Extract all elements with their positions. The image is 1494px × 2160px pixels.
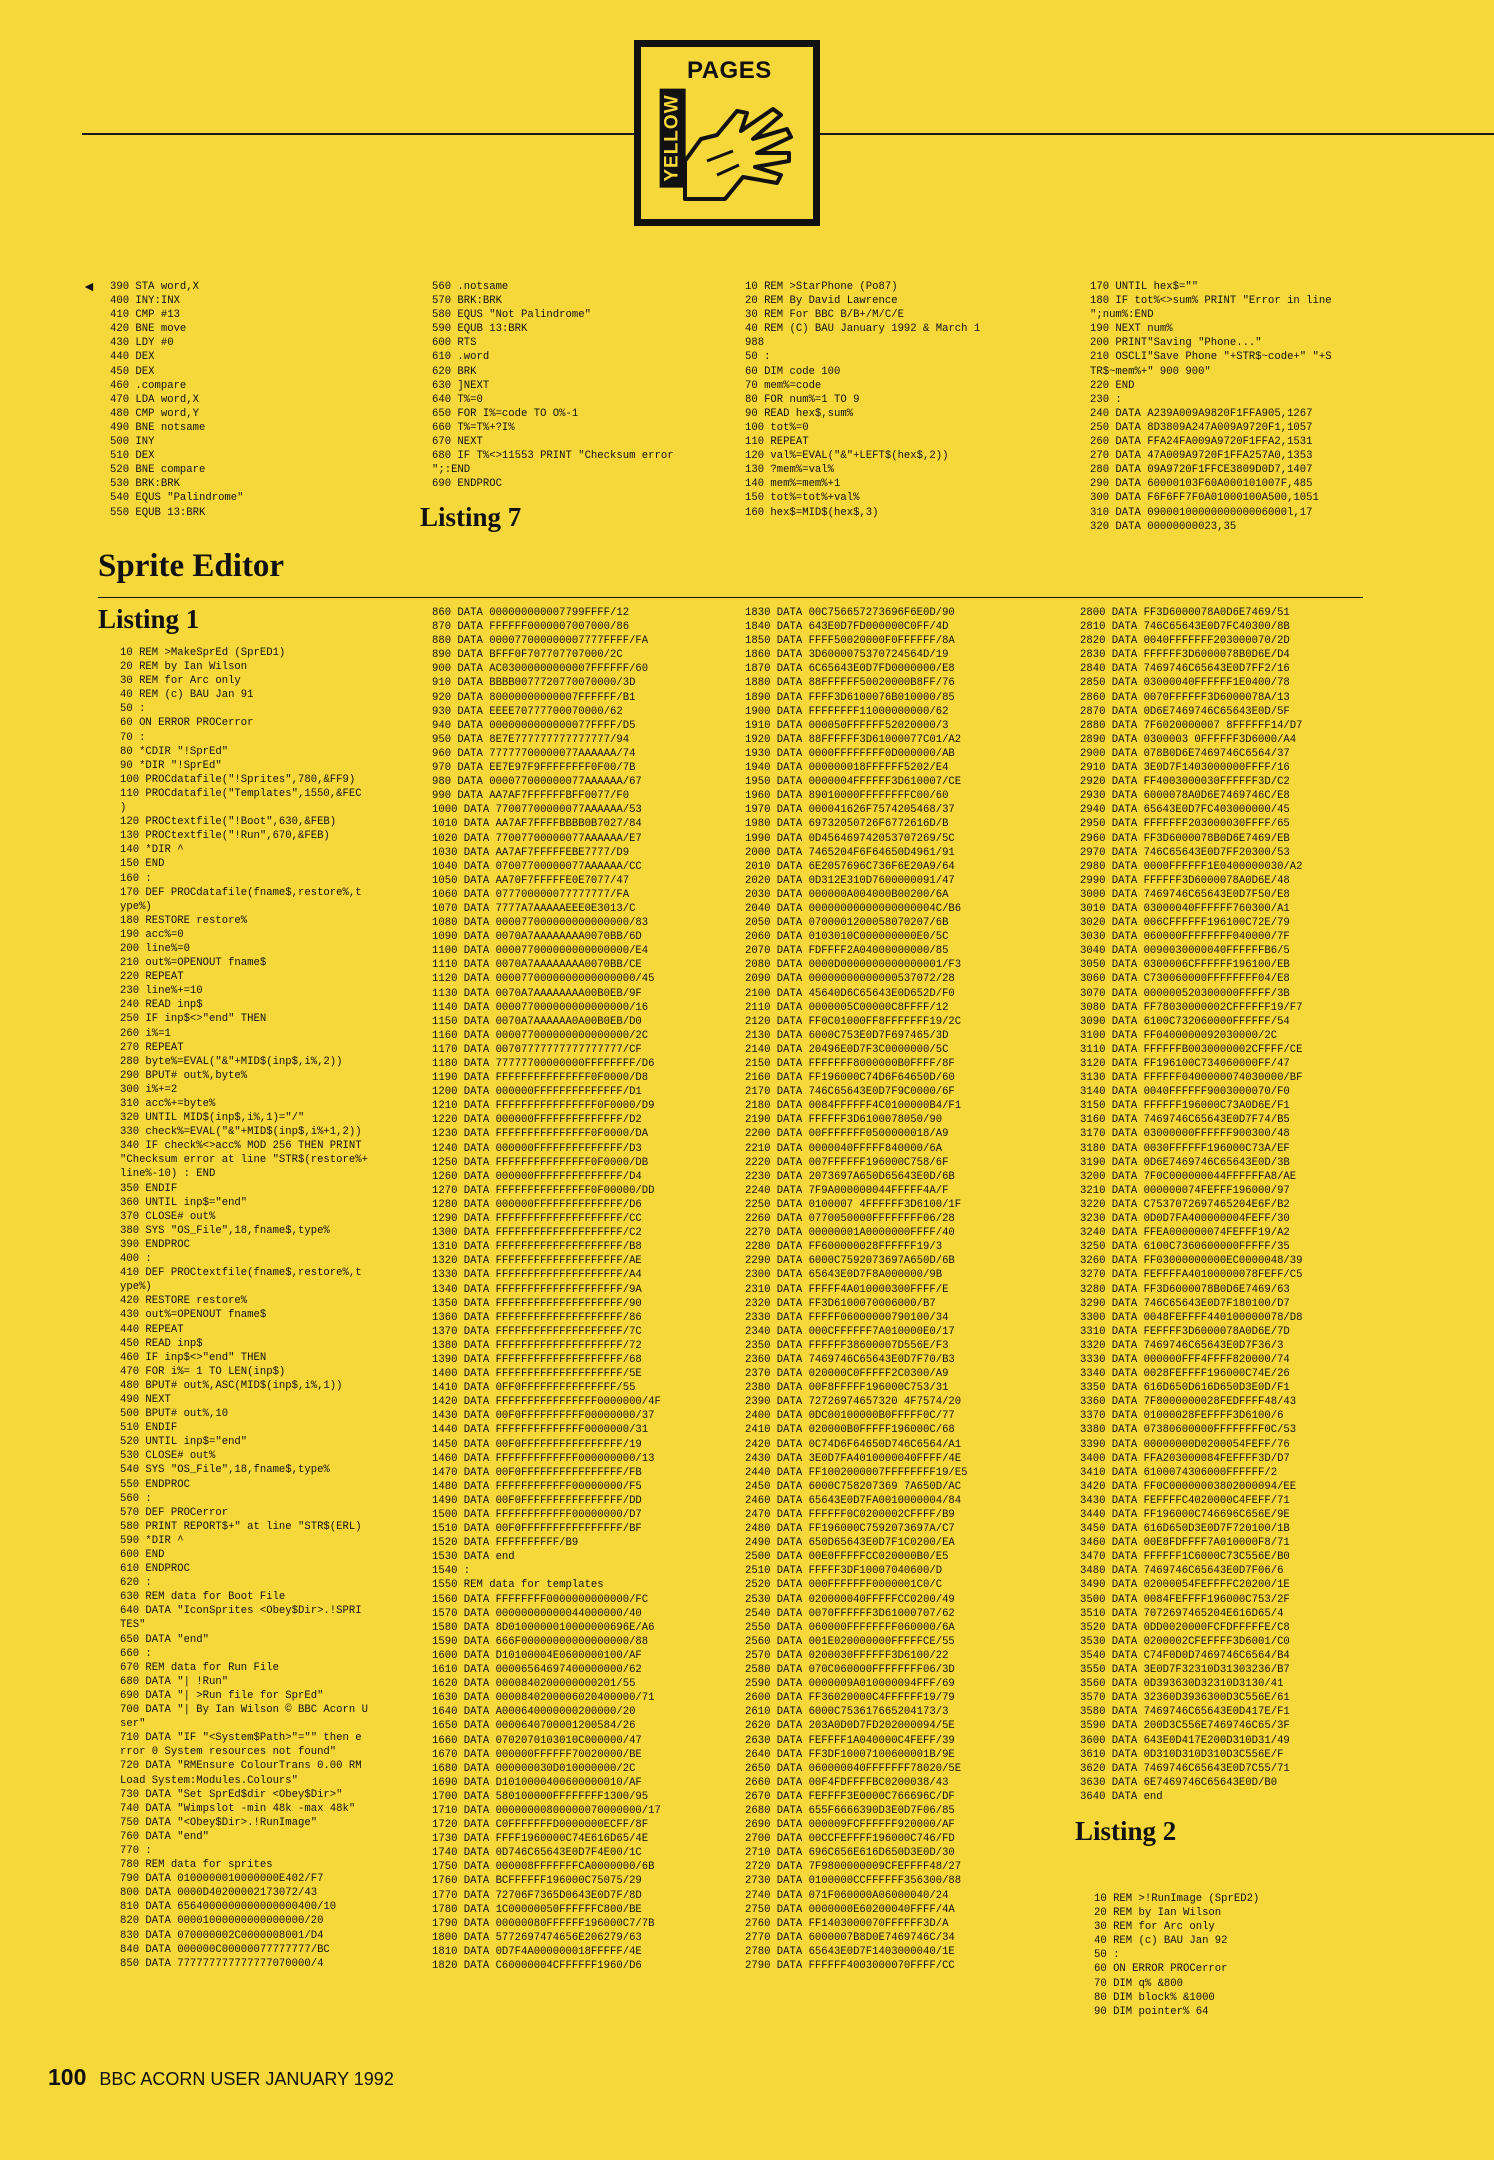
yellow-pages-logo [634,40,820,226]
listing-1-code-column-4: 2800 DATA FF3D6000078A0D6E7469/51 2810 DATA 746C65643E0D7FC40300/8B 2820 DATA 0040FFFFFFF203000070/2D 2830 DATA FFFFFF3D6000078B0D6E/D4 2840 DATA 7469746C65643E0D7FF2/16 2850 DATA 03000040FFFFFF1E0400/78 2860 DATA 0070FFFFFF3D6000078A/13 2870 DATA 0D6E7469746C65643E0D/5F 2880 DATA 7F6020000007 8FFFFFF14/D7 2890 DATA 0300003 0FFFFFF3D6000/A4 2900 DATA 078B0D6E7469746C6564/37 2910 DATA 3E0D7F1403000000FFFF/16 2920 DATA FF4003000030FFFFFF3D/C2 2930 DATA 6000078A0D6E7469746C/E8 2940 DATA 65643E0D7FC403000000/45 2950 DATA FFFFFFF203000030FFFF/65 2960 DATA FF3D6000078B0D6E7469/EB 2970 DATA 746C65643E0D7FF20300/53 2980 DATA 0000FFFFFF1E0400000030/A2 2990 DATA FFFFFF3D6000078A0D6E/48 3000 DATA 7469746C65643E0D7F50/E8 3010 DATA 03000040FFFFFF760300/A1 3020 DATA 006CFFFFFF196100C72E/79 3030 DATA 060000FFFFFFFF040000/7F 3040 DATA 0090030000040FFFFFFB6/5 3050 DATA 0300006CFFFFFF196100/EB 3060 DATA C730060000FFFFFFFF04/E8 3070 DATA 000000520300000FFFFF/3B 3080 DATA FF78030000002CFFFFFF19/F7 3090 DATA 6100C732060000FFFFFF/54 3100 DATA FF0400000092030000/2C 3110 DATA FFFFFFB0030000002CFFFF/CE 3120 DATA FF196100C734060000FF/47 3130 DATA FFFFFF0400000074030000/BF 3140 DATA 0040FFFFFF9003000070/F0 3150 DATA FFFFFF196000C73A0D6E/F1 3160 DATA 7469746C65643E0D7F74/B5 3170 DATA 03000000FFFFFF900300/48 3180 DATA 0030FFFFFF196000C73A/EF 3190 DATA 0D6E7469746C65643E0D/3B 3200 DATA 7F0C000000044FFFFFFA8/AE 3210 DATA 000000074FEFFF196000/97 3220 DATA C7537072697465204E6F/B2 3230 DATA 0D0D7FA400000004FEFF/30 3240 DATA FFEA000000074FEFFF19/A2 3250 DATA 6100C7360600000FFFFF/35 3260 DATA FF03000000000EC0000048/39 3270 DATA FEFFFFA40100000078FEFF/C5 3280 DATA FF3D6000078B0D6E7469/63 3290 DATA 746C65643E0D7F180100/D7 3300 DATA 0048FEFFFF440100000078/D8 3310 DATA FEFFFF3D6000078A0D6E/7D 3320 DATA 7469746C65643E0D7F36/3 3330 DATA 000000FFF4FFFF820000/74 3340 DATA 0028FEFFFF196000C74E/26 3350 DATA 616D650D616D650D3E0D/F1 3360 DATA 7F8000000028FEDFFFF48/43 3370 DATA 01000028FEFFFF3D6100/6 3380 DATA 07380600000FFFFFFFF0C/53 3390 DATA 00000000D0200054FEFF/76 3400 DATA FFA203000084FEFFFF3D/D7 3410 DATA 6100074306000FFFFFF/2 3420 DATA FF0C00000003802000094/EE 3430 DATA FEFFFFC4020000C4FEFF/71 3440 DATA FF196000C746696C656E/9E 3450 DATA 616D650D3E0D7F720100/1B 3460 DATA 00E8FDFFFF7A010000F8/71 3470 DATA FFFFFF1C6000C73C556E/B0 3480 DATA 7469746C65643E0D7F06/6 3490 DATA 02000054FEFFFFC20200/1E 3500 DATA 0084FEFFFF196000C753/2F 3510 DATA 7072697465204E616D65/4 3520 DATA 0DD0020000FCFDFFFFFE/C8 3530 DATA 0200002CFEFFFF3D6001/C0 3540 DATA C74F0D0D7469746C6564/B4 3550 DATA 3E0D7F32310D31303236/B7 3560 DATA 0D393630D32310D3130/41 3570 DATA 32360D3936300D3C556E/61 3580 DATA 7469746C65643E0D417E/F1 3590 DATA 200D3C556E7469746C65/3F 3600 DATA 643E0D417E200D310D31/49 3610 DATA 0D310D310D310D3C556E/F 3620 DATA 7469746C65643E0D7C55/71 3630 DATA 6E7469746C65643E0D/B0 3640 DATA end [1080,607,1303,1803]
listing-1-code-column-2: 860 DATA 000000000007799FFFF/12 870 DATA FFFFFF0000007007000/86 880 DATA 000077000000007777FFFF/FA 890 DATA BFFF0F707707707000/2C 900 DATA AC03000000000007FFFFFF/60 910 DATA BBBB0077720770070000/3D 920 DATA 80000000000007FFFFFF/B1 930 DATA EEEE70777700070000/62 940 DATA 0000000000000077FFFF/D5 950 DATA 8E7E777777777777777/94 960 DATA 77777700000077AAAAAA/74 970 DATA EE7E97F9FFFFFFFF0F00/7B 980 DATA 000077000000077AAAAAA/67 990 DATA AA7AF7FFFFFFBFF0077/F0 1000 DATA 77007700000077AAAAAA/53 1010 DATA AA7AF7FFFFBBBB0B7027/84 1020 DATA 77007700000077AAAAAA/E7 1030 DATA AA7AF7FFFFFEBE7777/D9 1040 DATA 07007700000077AAAAAA/CC 1050 DATA AA70F7FFFFFE0E7077/47 1060 DATA 077700000077777777/FA 1070 DATA 7777A7AAAAAEEE0E3013/C 1080 DATA 000077000000000000000/83 1090 DATA 0070A7AAAAAAAA0070BB/6D 1100 DATA 000077000000000000000/E4 1110 DATA 0070A7AAAAAAAA0070BB/CE 1120 DATA 0000770000000000000000/45 1130 DATA 0070A7AAAAAAAA00B0EB/9F 1140 DATA 000077000000000000000/16 1150 DATA 0070A7AAAAAA0A00B0EB/D0 1160 DATA 000077000000000000000/2C 1170 DATA 00707777777777777777/CF 1180 DATA 77777700000000FFFFFFFF/D6 1190 DATA FFFFFFFFFFFFFFF0F0000/D8 1200 DATA 000000FFFFFFFFFFFFFF/D1 1210 DATA FFFFFFFFFFFFFFFF0F0000/D9 1220 DATA 000000FFFFFFFFFFFFFF/D2 1230 DATA FFFFFFFFFFFFFFF0F0000/DA 1240 DATA 000000FFFFFFFFFFFFFF/D3 1250 DATA FFFFFFFFFFFFFFF0F0000/DB 1260 DATA 000000FFFFFFFFFFFFFF/D4 1270 DATA FFFFFFFFFFFFFFF0F00000/DD 1280 DATA 000000FFFFFFFFFFFFFF/D6 1290 DATA FFFFFFFFFFFFFFFFFFFF/CC 1300 DATA FFFFFFFFFFFFFFFFFFFF/C2 1310 DATA FFFFFFFFFFFFFFFFFFFF/B8 1320 DATA FFFFFFFFFFFFFFFFFFFF/AE 1330 DATA FFFFFFFFFFFFFFFFFFFF/A4 1340 DATA FFFFFFFFFFFFFFFFFFFF/9A 1350 DATA FFFFFFFFFFFFFFFFFFFF/90 1360 DATA FFFFFFFFFFFFFFFFFFFF/86 1370 DATA FFFFFFFFFFFFFFFFFFFF/7C 1380 DATA FFFFFFFFFFFFFFFFFFFF/72 1390 DATA FFFFFFFFFFFFFFFFFFFF/68 1400 DATA FFFFFFFFFFFFFFFFFFFF/5E 1410 DATA 0FF0FFFFFFFFFFFFFFF/55 1420 DATA FFFFFFFFFFFFFFFF0000000/4F 1430 DATA 00F0FFFFFFFFFF00000000/37 1440 DATA FFFFFFFFFFFFFF0000000/31 1450 DATA 00F0FFFFFFFFFFFFFFFF/19 1460 DATA FFFFFFFFFFFFF000000000/13 1470 DATA 00F0FFFFFFFFFFFFFFFF/FB 1480 DATA FFFFFFFFFFFF00000000/F5 1490 DATA 00F0FFFFFFFFFFFFFFFF/DD 1500 DATA FFFFFFFFFFFF00000000/D7 1510 DATA 00F0FFFFFFFFFFFFFFFF/BF 1520 DATA FFFFFFFFFF/B9 1530 DATA end 1540 : 1550 REM data for templates 1560 DATA FFFFFFFF0000000000000/FC 1570 DATA 00000000000044000000/40 1580 DATA 8D0100000010000000696E/A6 1590 DATA 666F00000000000000000/88 1600 DATA D10100004E0600000100/AF 1610 DATA 00006564697400000000/62 1620 DATA 0000840200000000201/55 1630 DATA 0000840200006020400000/71 1640 DATA A000640000000200000/20 1650 DATA 0000640700001200584/26 1660 DATA 0702070103010C000000/47 1670 DATA 000000FFFFFF70020000/BE 1680 DATA 000000030D010000000/2C 1690 DATA D1010000400600000010/AF 1700 DATA 580100000FFFFFFFF1300/95 1710 DATA 00000000800000070000000/17 1720 DATA C0FFFFFFFD0000000ECFF/8F 1730 DATA FFFF1960000C74E616D65/4E 1740 DATA 0D746C65643E0D7F4E00/1C 1750 DATA 000008FFFFFFFCA0000000/6B 1760 DATA BCFFFFFF196000C75075/29 1770 DATA 72706F7365D0643E0D7F/8D 1780 DATA 1C00000050FFFFFFC800/BE 1790 DATA 00000080FFFFFF196000C7/7B 1800 DATA 5772697474656E206279/63 1810 DATA 0D7F4A000000018FFFFF/4E 1820 DATA C60000004CFFFFFF1960/D6 [432,607,661,1972]
pointing-hand-icon [677,91,797,211]
listing-2-title: Listing 2 [1075,1816,1177,1846]
listing-1-code-column-1: 10 REM >MakeSprEd (SprED1) 20 REM by Ian Wilson 30 REM for Arc only 40 REM (c) BAU Jan 91 50 : 60 ON ERROR PROCerror 70 : 80 *CDIR "!SprEd" 90 *DIR "!SprEd" 100 PROCdatafile("!Sprites",780,&FF9) 110 PROCdatafile("Templates",1550,&FEC ) 120 PROCtextfile("!Boot",630,&FEB) 130 PROCtextfile("!Run",670,&FEB) 140 *DIR ^ 150 END 160 : 170 DEF PROCdatafile(fname$,restore%,t ype%) 180 RESTORE restore% 190 acc%=0 200 line%=0 210 out%=OPENOUT fname$ 220 REPEAT 230 line%+=10 240 READ inp$ 250 IF inp$<>"end" THEN 260 i%=1 270 REPEAT 280 byte%=EVAL("&"+MID$(inp$,i%,2)) 290 BPUT# out%,byte% 300 i%+=2 310 acc%+=byte% 320 UNTIL MID$(inp$,i%,1)="/" 330 check%=EVAL("&"+MID$(inp$,i%+1,2)) 340 IF check%<>acc% MOD 256 THEN PRINT "Checksum error at line "STR$(restore%+ line%-10) : END 350 ENDIF 360 UNTIL inp$="end" 370 CLOSE# out% 380 SYS "OS_File",18,fname$,type% 390 ENDPROC 400 : 410 DEF PROCtextfile(fname$,restore%,t ype%) 420 RESTORE restore% 430 out%=OPENOUT fname$ 440 REPEAT 450 READ inp$ 460 IF inp$<>"end" THEN 470 FOR i%= 1 TO LEN(inp$) 480 BPUT# out%,ASC(MID$(inp$,i%,1)) 490 NEXT 500 BPUT# out%,10 510 ENDIF 520 UNTIL inp$="end" 530 CLOSE# out% 540 SYS "OS_File",18,fname$,type% 550 ENDPROC 560 : 570 DEF PROCerror 580 PRINT REPORT$+" at line "STR$(ERL) 590 *DIR ^ 600 END 610 ENDPROC 620 : 630 REM data for Boot File 640 DATA "IconSprites <Obey$Dir>.!SPRI TES" 650 DATA "end" 660 : 670 REM data for Run File 680 DATA "| !Run" 690 DATA "| >Run file for SprEd" 700 DATA "| By Ian Wilson © BBC Acorn U ser" 710 DATA "IF "<System$Path>"="" then e rror 0 System resources not found" 720 DATA "RMEnsure ColourTrans 0.00 RM Load System:Modules.Colours" 730 DATA "Set SprEd$dir <Obey$Dir>" 740 DATA "Wimpslot -min 48k -max 48k" 750 DATA "<Obey$Dir>.!RunImage" 760 DATA "end" 770 : 780 REM data for sprites 790 DATA 0100000010000000E402/F7 800 DATA 0000D40200002173072/43 810 DATA 6564000000000000000400/10 820 DATA 00001000000000000000/20 830 DATA 070000002C0000008001/D4 840 DATA 000000C00000077777777/BC 850 DATA 777777777777777070000/4 [120,647,368,1970]
listing-2-code: 10 REM >!RunImage (SprED2) 20 REM by Ian Wilson 30 REM for Arc only 40 REM (c) BAU Jan 92 50 : 60 ON ERROR PROCerror 70 DIM q% &800 80 DIM block% &1000 90 DIM pointer% 64 [1094,1893,1260,2018]
listing-1-code-column-3: 1830 DATA 00C756657273696F6E0D/90 1840 DATA 643E0D7FD000000C0FF/4D 1850 DATA FFFF50020000F0FFFFFF/8A 1860 DATA 3D6000075370724564D/19 1870 DATA 6C65643E0D7FD0000000/E8 1880 DATA 88FFFFFF50020000B8FF/76 1890 DATA FFFF3D6100076B010000/85 1900 DATA FFFFFFFF11000000000/62 1910 DATA 000050FFFFFF52020000/3 1920 DATA 88FFFFFF3D61000077C01/A2 1930 DATA 0000FFFFFFFF0D000000/AB 1940 DATA 000000018FFFFFF5202/E4 1950 DATA 0000004FFFFFF3D610007/CE 1960 DATA 89010000FFFFFFFFC00/60 1970 DATA 000041626F7574205468/37 1980 DATA 69732050726F6772616D/B 1990 DATA 0D456469742053707269/5C 2000 DATA 7465204F6F64650D4961/91 2010 DATA 6E2057696C736F6E20A9/64 2020 DATA 0D312E310D7600000091/47 2030 DATA 000000A004000B00200/6A 2040 DATA 00000000000000000004C/B6 2050 DATA 0700001200058070207/6B 2060 DATA 0103010C000000000E0/5C 2070 DATA FDFFFF2A04000000000/85 2080 DATA 0000D0000000000000001/F3 2090 DATA 00000000000000537072/28 2100 DATA 45640D6C65643E0D652D/F0 2110 DATA 0000005C00000C8FFFF/12 2120 DATA FF0C01000FF8FFFFFFF19/2C 2130 DATA 6000C753E0D7F697465/3D 2140 DATA 20496E0D7F3C0000000/5C 2150 DATA FFFFFFF8000000B0FFFF/8F 2160 DATA FF196000C74D6F64650D/60 2170 DATA 746C65643E0D7F9C0000/6F 2180 DATA 0084FFFFFF4C0100000B4/F1 2190 DATA FFFFFF3D6100078050/90 2200 DATA 00FFFFFFF0500000018/A9 2210 DATA 0000040FFFFF840000/6A 2220 DATA 007FFFFFF196000C758/6F 2230 DATA 2073697A650D65643E0D/6B 2240 DATA 7F9A000000044FFFFF4A/F 2250 DATA 0100007 4FFFFFF3D6100/1F 2260 DATA 0770050000FFFFFFFF06/28 2270 DATA 00000001A0000000FFFF/40 2280 DATA FF600000028FFFFFF19/3 2290 DATA 6000C7592073697A650D/6B 2300 DATA 65643E0D7F8A000000/9B 2310 DATA FFFFF4A010000300FFFF/E 2320 DATA FF3D6100070006000/B7 2330 DATA FFFFF06000000790100/34 2340 DATA 000CFFFFFF7A010000E0/17 2350 DATA FFFFFF38600007D556E/F3 2360 DATA 7469746C65643E0D7F70/B3 2370 DATA 020000C0FFFFF2C0300/A9 2380 DATA 00F8FFFFF196000C753/31 2390 DATA 72726974657320 4F7574/20 2400 DATA 0DC00100000B0FFFFF0C/77 2410 DATA 020000B0FFFFF196000C/68 2420 DATA 0C74D6F64650D746C6564/A1 2430 DATA 3E0D7FA4010000040FFFF/4E 2440 DATA FF1002000007FFFFFFFF19/E5 2450 DATA 6000C758207369 7A650D/AC 2460 DATA 65643E0D7FA0010000004/84 2470 DATA FFFFFF0C0200002CFFFF/B9 2480 DATA FF196000C7592073697A/C7 2490 DATA 650D65643E0D7F1C0200/EA 2500 DATA 00E0FFFFFCC020000B0/E5 2510 DATA FFFFF3DF10007040600/D 2520 DATA 000FFFFFFF0000001C0/C 2530 DATA 020000040FFFFFCC0200/49 2540 DATA 0070FFFFFF3D61000707/62 2550 DATA 060000FFFFFFFF060000/6A 2560 DATA 001E020000000FFFFFCE/55 2570 DATA 0200030FFFFFF3D6100/22 2580 DATA 070C060000FFFFFFFF06/3D 2590 DATA 0000009A010000094FFF/69 2600 DATA FF36020000C4FFFFFF19/79 2610 DATA 6000C753617665204173/3 2620 DATA 203A0D0D7FD202000094/5E 2630 DATA FEFFFF1A040000C4FEFF/39 2640 DATA FF3DF10007100600001B/9E 2650 DATA 060000040FFFFFFF78020/5E 2660 DATA 00F4FDFFFFBC0200038/43 2670 DATA FEFFFF3E0000C766696C/DF 2680 DATA 655F6666390D3E0D7F06/85 2690 DATA 000009FCFFFFFF920000/AF 2700 DATA 00CCFEFFFF196000C746/FD 2710 DATA 696C656E616D650D3E0D/30 2720 DATA 7F9800000009CFEFFFF48/27 2730 DATA 0100000CCFFFFFF356300/88 2740 DATA 071F060000A06000040/24 2750 DATA 0000000E60200040FFFF/4A 2760 DATA FF1403000070FFFFFF3D/A 2770 DATA 6000007B8D0E7469746C/34 2780 DATA 65643E0D7F1403000040/1E 2790 DATA FFFFFF4003000070FFFF/CC [745,607,968,1972]
logo-yellow-word: YELLOW [660,88,686,187]
top-code-column-2: 560 .notsame 570 BRK:BRK 580 EQUS "Not Palindrome" 590 EQUB 13:BRK 600 RTS 610 .word 620 BRK 630 ]NEXT 640 T%=0 650 FOR I%=code TO O%-1 660 T%=T%+?I% 670 NEXT 680 IF T%<>11553 PRINT "Checksum error ";:END 690 ENDPROC [432,281,674,491]
publication-line: BBC ACORN USER JANUARY 1992 [99,2069,394,2089]
listing-7-title: Listing 7 [420,502,522,532]
page-footer [48,2064,394,2091]
continuation-arrow-icon: ◄ [82,278,96,294]
page-number: 100 [48,2064,87,2090]
top-code-column-1: 390 STA word,X 400 INY:INX 410 CMP #13 420 BNE move 430 LDY #0 440 DEX 450 DEX 460 .compare 470 LDA word,X 480 CMP word,Y 490 BNE notsame 500 INY 510 DEX 520 BNE compare 530 BRK:BRK 540 EQUS "Palindrome" 550 EQUB 13:BRK [110,281,244,519]
top-code-column-4: 170 UNTIL hex$="" 180 IF tot%<>sum% PRINT "Error in line ";num%:END 190 NEXT num% 200 PRINT"Saving "Phone..." 210 OSCLI"Save Phone "+STR$~code+" "+S TR$~mem%+" 900 900" 220 END 230 : 240 DATA A239A009A9820F1FFA905,1267 250 DATA 8D3809A247A009A9720F1,1057 260 DATA FFA24FA009A9720F1FFA2,1531 270 DATA 47A009A9720F1FFA257A0,1353 280 DATA 09A9720F1FFCE3809D0D7,1407 290 DATA 60000103F60A000101007F,485 300 DATA F6F6FF7F0A01000100A500,1051 310 DATA 0900010000000000006000l,17 320 DATA 00000000023,35 [1090,281,1332,533]
listing-1-title: Listing 1 [98,604,200,634]
section-title: Sprite Editor [98,548,285,584]
top-code-column-3: 10 REM >StarPhone (Po87) 20 REM By David Lawrence 30 REM For BBC B/B+/M/C/E 40 REM (C) BAU January 1992 & March 1 988 50 : 60 DIM code 100 70 mem%=code 80 FOR num%=1 TO 9 90 READ hex$,sum% 100 tot%=0 110 REPEAT 120 val%=EVAL("&"+LEFT$(hex$,2)) 130 ?mem%=val% 140 mem%=mem%+1 150 tot%=tot%+val% 160 hex$=MID$(hex$,3) [745,281,981,519]
section-rule [98,597,1363,598]
logo-pages-word: PAGES [687,57,772,84]
